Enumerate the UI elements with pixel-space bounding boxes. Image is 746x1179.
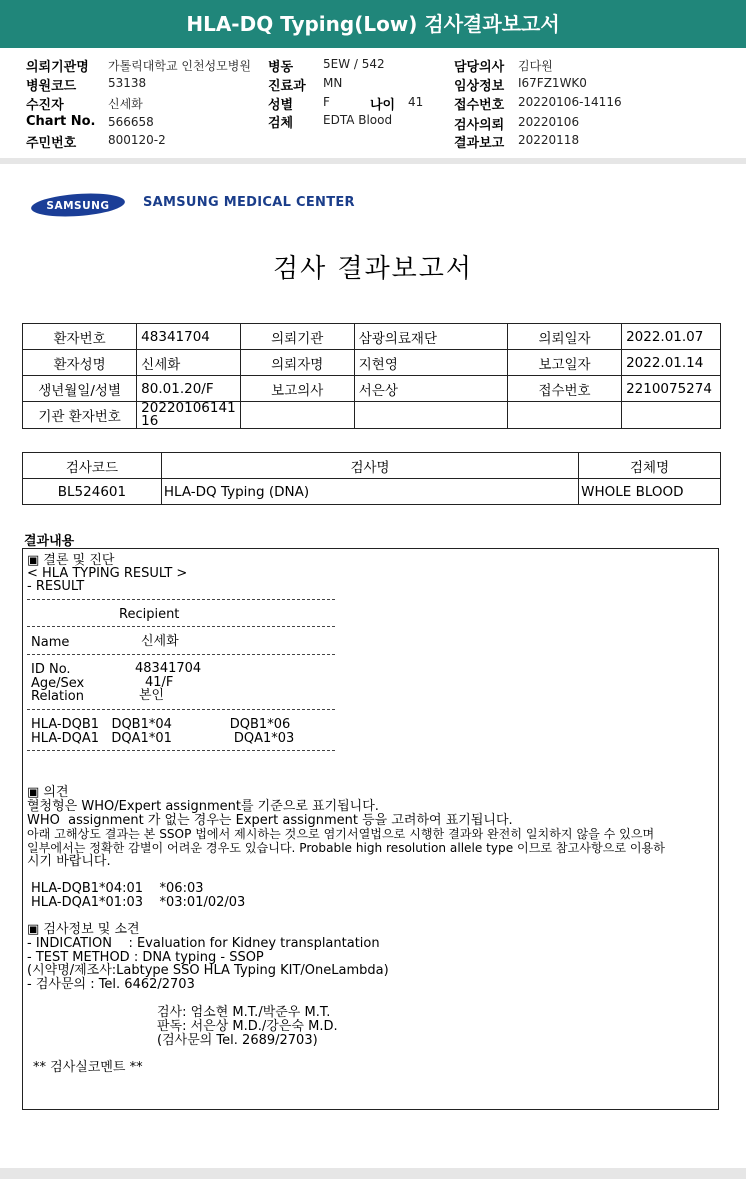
table-cell: 의뢰자명	[240, 350, 354, 376]
result-line: HLA-DQA1*01:03 *03:01/02/03	[31, 895, 246, 910]
result-line: 아래 고해상도 결과는 본 SSOP 법에서 제시하는 것으로 염기서열법으로 시행한 결과와 완전히 일치하지 않을 수 있으며	[27, 827, 655, 841]
table-cell: 신세화	[137, 350, 240, 376]
table-cell: HLA-DQ Typing (DNA)	[161, 479, 578, 505]
patient-info-table	[22, 323, 721, 429]
meta-label: 주민번호	[26, 136, 77, 151]
meta-label: 성별	[268, 98, 294, 113]
samsung-logo	[30, 192, 126, 218]
meta-value: 신세화	[108, 97, 143, 111]
column-header: 검사코드	[23, 453, 162, 479]
result-line: ▣ 의견	[27, 785, 69, 800]
table-cell: 환자번호	[23, 324, 137, 350]
logo-text: SAMSUNG MEDICAL CENTER	[143, 195, 355, 210]
dashed-divider	[27, 626, 335, 627]
table-cell: WHOLE BLOOD	[579, 479, 721, 505]
table-cell: 2022.01.14	[622, 350, 721, 376]
result-line: WHO assignment 가 없는 경우는 Expert assignment 등을 고려하여 표기됩니다.	[27, 813, 513, 828]
test-table	[22, 452, 721, 505]
table-cell: 보고의사	[240, 376, 354, 402]
table-cell: 접수번호	[507, 376, 621, 402]
table-cell: 생년월일/성별	[23, 376, 137, 402]
table-row	[23, 350, 721, 376]
meta-value: MN	[323, 76, 343, 90]
meta-value: 53138	[108, 76, 147, 90]
result-line: < HLA TYPING RESULT >	[27, 566, 188, 581]
meta-label: 접수번호	[454, 98, 505, 113]
report-title: HLA-DQ Typing(Low) 검사결과보고서	[186, 12, 560, 36]
table-cell: BL524601	[23, 479, 162, 505]
result-line: - RESULT	[27, 579, 85, 594]
table-cell: 2022.01.07	[622, 324, 721, 350]
meta-label: 진료과	[268, 79, 306, 94]
table-header-row	[23, 453, 721, 479]
table-row	[23, 479, 721, 505]
table-cell	[507, 402, 621, 429]
result-line: HLA-DQB1*04:01 *06:03	[31, 881, 204, 896]
table-row	[23, 376, 721, 402]
report-title-bar	[0, 0, 746, 48]
meta-label: 임상정보	[454, 79, 505, 94]
meta-value: F	[323, 95, 330, 109]
table-cell: 지현영	[354, 350, 507, 376]
table-cell	[240, 402, 354, 429]
result-line: (시약명/제조사:Labtype SSO HLA Typing KIT/OneLambda)	[27, 963, 389, 978]
meta-value: 김다원	[518, 59, 553, 73]
table-cell: 의뢰기관	[240, 324, 354, 350]
result-line: Relation	[31, 689, 84, 704]
result-line: 혈청형은 WHO/Expert assignment를 기준으로 표기됩니다.	[27, 799, 379, 814]
meta-value: EDTA Blood	[323, 113, 393, 127]
result-line: 시기 바랍니다.	[27, 854, 111, 869]
divider	[0, 158, 746, 164]
results-box	[22, 548, 719, 1110]
meta-label: Chart No.	[26, 114, 96, 129]
dashed-divider	[27, 709, 335, 710]
document-title: 검사 결과보고서	[272, 254, 474, 284]
meta-value: 800120-2	[108, 133, 166, 147]
meta-value: 566658	[108, 115, 154, 129]
result-line: 판독: 서은상 M.D./강은숙 M.D.	[157, 1019, 338, 1034]
result-line: 신세화	[141, 634, 179, 649]
column-header: 검사명	[161, 453, 578, 479]
table-cell: 서은상	[354, 376, 507, 402]
divider	[0, 1168, 746, 1179]
table-cell: 환자성명	[23, 350, 137, 376]
result-line: HLA-DQB1 DQB1*04 DQB1*06	[31, 717, 291, 732]
results-section-label: 결과내용	[24, 534, 75, 549]
request-meta	[0, 55, 746, 151]
result-line: ▣ 결론 및 진단	[27, 553, 115, 568]
result-line: Age/Sex	[31, 676, 85, 691]
meta-value: 20220106-14116	[518, 95, 622, 109]
meta-label: 병원코드	[26, 79, 77, 94]
meta-value: I67FZ1WK0	[518, 76, 587, 90]
dashed-divider	[27, 599, 335, 600]
table-cell: 기관 환자번호	[23, 402, 137, 429]
meta-label: 결과보고	[454, 136, 505, 151]
table-row	[23, 402, 721, 429]
table-cell: 의뢰일자	[507, 324, 621, 350]
result-line: ID No.	[31, 662, 71, 677]
meta-label: 담당의사	[454, 60, 505, 75]
result-line: 41/F	[145, 675, 174, 690]
result-line: ▣ 검사정보 및 소견	[27, 922, 140, 937]
meta-value: 20220118	[518, 133, 580, 147]
table-cell: 2210075274	[622, 376, 721, 402]
meta-value: 가톨릭대학교 인천성모병원	[108, 59, 251, 73]
result-line: 일부에서는 정확한 감별이 어려운 경우도 있습니다. Probable high resolution allele type 이므로 참고사항으로 이용하	[27, 841, 665, 855]
table-row	[23, 324, 721, 350]
column-header: 검체명	[579, 453, 721, 479]
table-cell	[354, 402, 507, 429]
meta-value: 20220106	[518, 115, 580, 129]
result-line: - 검사문의 : Tel. 6462/2703	[27, 977, 195, 992]
result-line: - TEST METHOD : DNA typing - SSOP	[27, 950, 264, 965]
result-line: 본인	[139, 688, 165, 703]
result-line: HLA-DQA1 DQA1*01 DQA1*03	[31, 731, 295, 746]
meta-label: 나이	[370, 98, 396, 113]
table-cell: 보고일자	[507, 350, 621, 376]
result-line: - INDICATION : Evaluation for Kidney transplantation	[27, 936, 380, 951]
result-line: ** 검사실코멘트 **	[33, 1060, 143, 1075]
meta-value: 5EW / 542	[323, 57, 385, 71]
table-cell: 삼광의료재단	[354, 324, 507, 350]
result-line: (검사문의 Tel. 2689/2703)	[157, 1033, 318, 1048]
dashed-divider	[27, 750, 335, 751]
logo-badge-text: SAMSUNG	[46, 200, 110, 212]
meta-label: 의뢰기관명	[26, 60, 89, 75]
meta-value: 41	[408, 95, 424, 109]
meta-label: 병동	[268, 60, 294, 75]
meta-label: 수진자	[26, 98, 64, 113]
result-line: Recipient	[119, 607, 180, 622]
table-cell	[622, 402, 721, 429]
table-cell: 20220106141 16	[137, 402, 240, 429]
result-line: Name	[31, 635, 70, 650]
table-cell: 80.01.20/F	[137, 376, 240, 402]
result-line: 검사: 엄소현 M.T./박준우 M.T.	[157, 1005, 331, 1020]
dashed-divider	[27, 654, 335, 655]
meta-label: 검사의뢰	[454, 118, 505, 133]
result-line: 48341704	[135, 661, 202, 676]
meta-label: 검체	[268, 116, 294, 131]
table-cell: 48341704	[137, 324, 240, 350]
